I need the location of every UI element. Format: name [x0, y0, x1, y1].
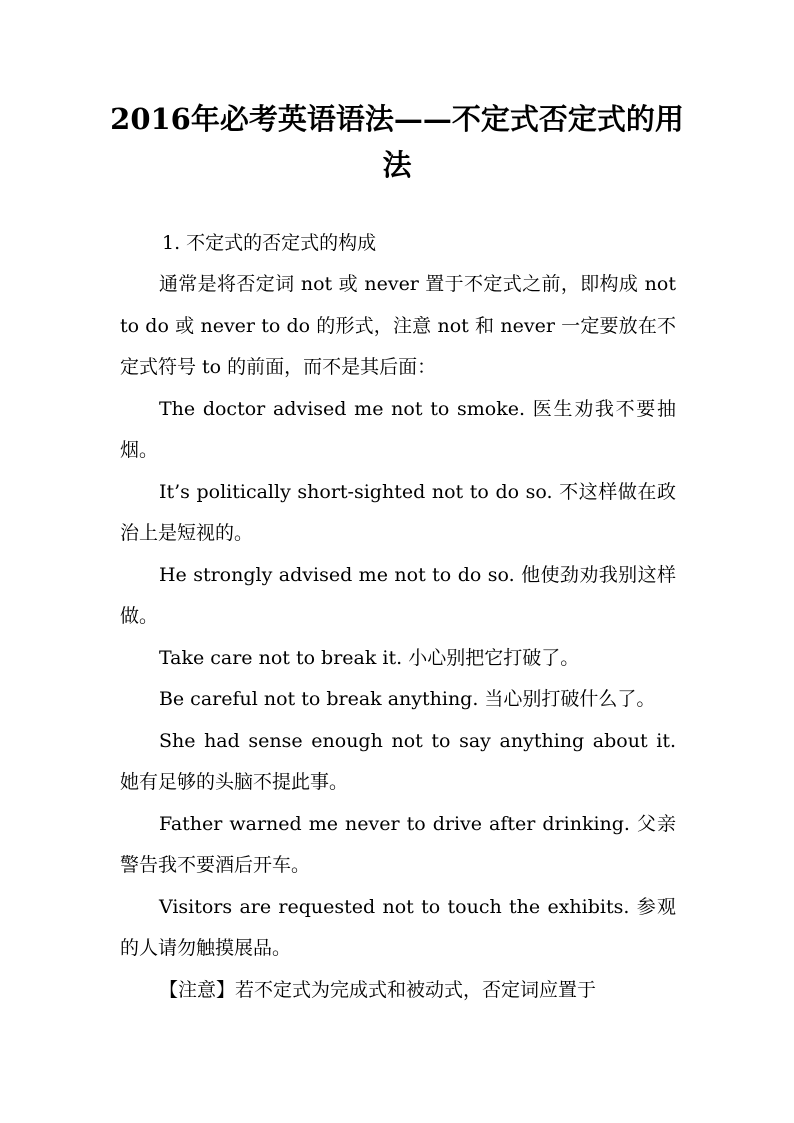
- example-sentence: She had sense enough not to say anything about it. 她有足够的头脑不提此事。: [120, 729, 676, 793]
- note-paragraph: 【注意】若不定式为完成式和被动式，否定词应置于: [158, 978, 596, 1001]
- document-body: [120, 264, 676, 1011]
- example-sentence: He strongly advised me not to do so. 他使劲劝我别这样做。: [120, 563, 676, 627]
- example-sentence: Take care not to break it. 小心别把它打破了。: [158, 646, 580, 669]
- example-sentence: Visitors are requested not to touch the exhibits. 参观的人请勿触摸展品。: [120, 895, 676, 959]
- example-sentence: Father warned me never to drive after drinking. 父亲警告我不要酒后开车。: [120, 812, 676, 876]
- section-heading: 1. 不定式的否定式的构成: [162, 232, 377, 254]
- page-title: 2016年必考英语语法——不定式否定式的用法: [110, 102, 684, 182]
- example-sentence: The doctor advised me not to smoke. 医生劝我不要抽烟。: [120, 397, 676, 461]
- intro-paragraph: 通常是将否定词 not 或 never 置于不定式之前，即构成 not to do 或 never to do 的形式，注意 not 和 never 一定要放在不定式符号 to 的前面，而不是其后面：: [120, 273, 676, 378]
- example-sentence: Be careful not to break anything. 当心别打破什么了。: [158, 688, 656, 710]
- example-sentence: It’s politically short-sighted not to do so. 不这样做在政治上是短视的。: [120, 480, 676, 544]
